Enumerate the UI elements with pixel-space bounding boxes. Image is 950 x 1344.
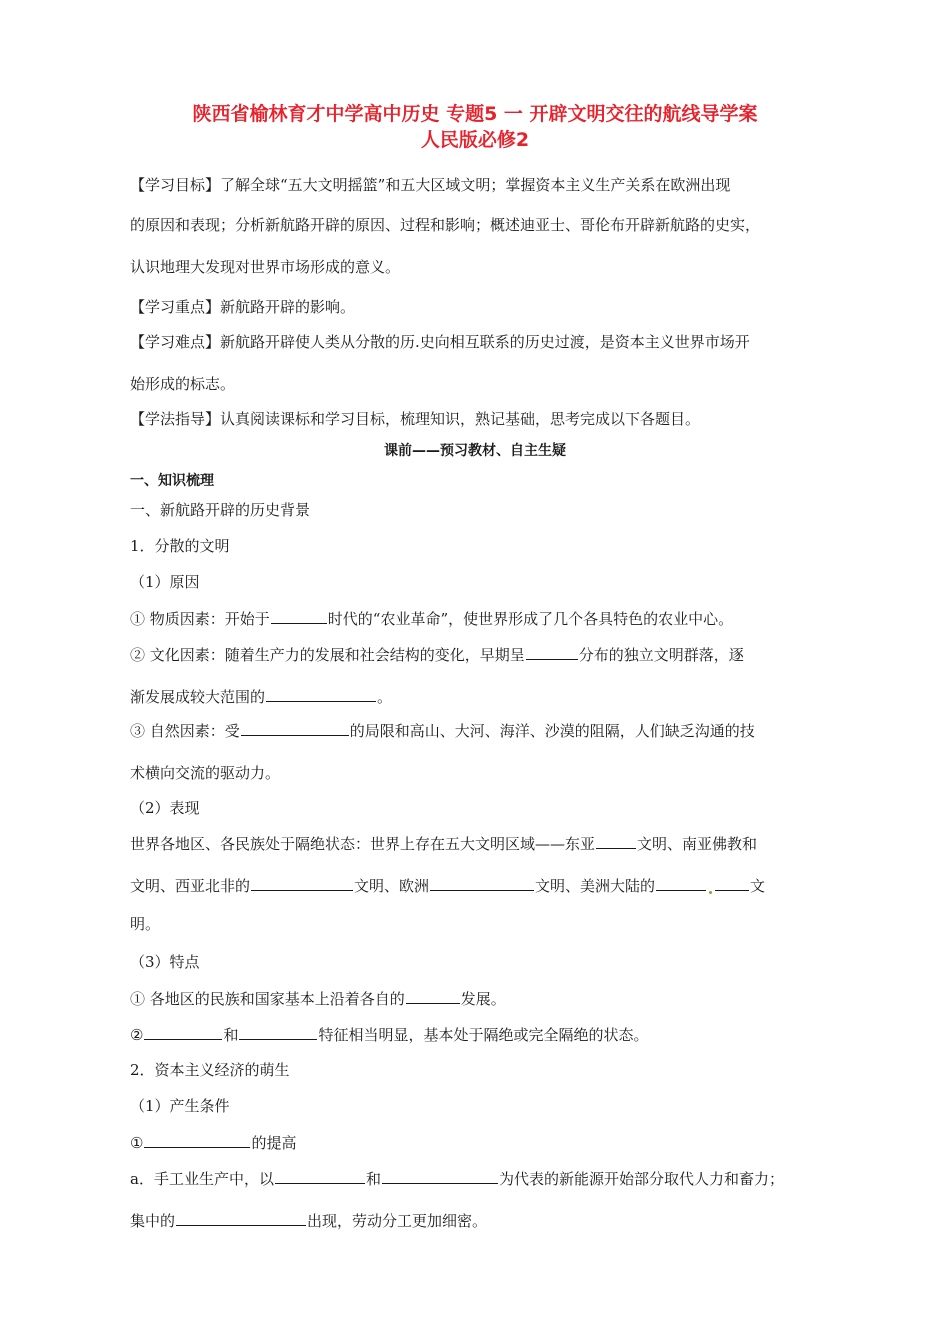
method-line: 【学法指导】认真阅读课标和学习目标，梳理知识，熟记基础，思考完成以下各题目。 — [130, 410, 701, 428]
preclass-heading: 课前——预习教材、自主生疑 — [384, 443, 566, 459]
fill-blank[interactable] — [144, 1023, 222, 1040]
cause1-line — [130, 607, 830, 630]
fill-blank[interactable] — [239, 1023, 317, 1040]
cause2-line1 — [130, 643, 830, 666]
cond-a-text-b: 和 — [365, 1170, 381, 1188]
cond-a-text-c: 为代表的新能源开始部分取代人力和畜力； — [498, 1170, 784, 1188]
fill-blank[interactable] — [656, 874, 706, 891]
feat2-line — [130, 1023, 830, 1046]
doc-title-line1: 陕西省榆林育才中学高中历史 专题5 一 开辟文明交往的航线导学案 — [192, 103, 758, 125]
feat1-line — [130, 987, 830, 1010]
cond-heading: （1）产生条件 — [130, 1097, 230, 1115]
fill-blank[interactable] — [144, 1131, 250, 1148]
cond1-line — [130, 1131, 830, 1154]
stray-dot-mark — [709, 891, 712, 894]
fill-blank[interactable] — [176, 1209, 306, 1226]
cause3-line2: 术横向交流的驱动力。 — [130, 764, 281, 782]
subsection-heading: 一、新航路开辟的历史背景 — [130, 501, 311, 519]
perf-text-b: 文明、南亚佛教和 — [637, 835, 758, 853]
cause3-line1 — [130, 719, 830, 742]
feat2-text-a: ② — [130, 1026, 144, 1044]
section1-heading: 一、知识梳理 — [130, 473, 214, 489]
fill-blank[interactable] — [430, 874, 534, 891]
perf-heading: （2）表现 — [130, 799, 200, 817]
fill-blank[interactable] — [382, 1167, 498, 1184]
goals-line3: 认识地理大发现对世界市场形成的意义。 — [130, 258, 401, 276]
doc-title-line2: 人民版必修2 — [420, 129, 530, 151]
perf-line3: 明。 — [130, 915, 161, 933]
cond1-text-b: 的提高 — [251, 1134, 297, 1152]
focus-line: 【学习重点】新航路开辟的影响。 — [130, 298, 356, 316]
cause2-text-d: 。 — [377, 688, 393, 706]
perf-text-c: 文明、西亚北非的 — [130, 877, 251, 895]
cond1-text-a: ① — [130, 1134, 144, 1152]
cause2-text-b: 分布的独立文明群落，逐 — [578, 646, 744, 664]
fill-blank[interactable] — [526, 643, 578, 660]
cond-a-text-d: 集中的 — [130, 1212, 176, 1230]
cause3-text-b: 的局限和高山、大河、海洋、沙漠的阻隔，人们缺乏沟通的技 — [349, 722, 755, 740]
fill-blank[interactable] — [275, 1167, 365, 1184]
cause2-text-c: 渐发展成较大范围的 — [130, 688, 266, 706]
fill-blank[interactable] — [596, 832, 636, 849]
perf-text-d: 文明、欧洲 — [354, 877, 430, 895]
feat1-text-a: ① 各地区的民族和国家基本上沿着各自的 — [130, 990, 405, 1008]
cond-a-line2 — [130, 1209, 830, 1232]
difficulty-line1: 【学习难点】新航路开辟使人类从分散的历.史向相互联系的历史过渡，是资本主义世界市场开 — [130, 333, 750, 351]
feat2-text-b: 和 — [223, 1026, 239, 1044]
perf-text-a: 世界各地区、各民族处于隔绝状态：世界上存在五大文明区域——东亚 — [130, 835, 596, 853]
fill-blank[interactable] — [241, 719, 349, 736]
fill-blank[interactable] — [266, 685, 376, 702]
cause2-line2 — [130, 685, 830, 708]
goals-line1: 【学习目标】了解全球“五大文明摇篮”和五大区域文明；掌握资本主义生产关系在欧洲出现 — [130, 176, 731, 194]
item1-heading: 1．分散的文明 — [130, 537, 230, 555]
cause2-text-a: ② 文化因素：随着生产力的发展和社会结构的变化，早期呈 — [130, 646, 525, 664]
fill-blank[interactable] — [715, 874, 749, 891]
difficulty-line2: 始形成的标志。 — [130, 375, 236, 393]
perf-text-f: 文 — [750, 877, 766, 895]
fill-blank[interactable] — [251, 874, 353, 891]
feat-heading: （3）特点 — [130, 953, 200, 971]
perf-text-e: 文明、美洲大陆的 — [535, 877, 656, 895]
feat2-text-c: 特征相当明显，基本处于隔绝或完全隔绝的状态。 — [318, 1026, 649, 1044]
fill-blank[interactable] — [271, 607, 327, 624]
goals-line2: 的原因和表现；分析新航路开辟的原因、过程和影响；概述迪亚士、哥伦布开辟新航路的史实， — [130, 216, 761, 234]
cause1-text-b: 时代的“农业革命”，使世界形成了几个各具特色的农业中心。 — [327, 610, 734, 628]
cond-a-line1 — [130, 1167, 830, 1190]
fill-blank[interactable] — [406, 987, 460, 1004]
feat1-text-b: 发展。 — [460, 990, 506, 1008]
cause3-text-a: ③ 自然因素：受 — [130, 722, 240, 740]
cond-a-text-e: 出现，劳动分工更加细密。 — [307, 1212, 488, 1230]
cond-a-text-a: a．手工业生产中，以 — [130, 1170, 274, 1188]
perf-line2 — [130, 874, 830, 897]
item2-heading: 2．资本主义经济的萌生 — [130, 1061, 290, 1079]
cause-heading: （1）原因 — [130, 573, 200, 591]
perf-line1 — [130, 832, 830, 855]
cause1-text-a: ① 物质因素：开始于 — [130, 610, 270, 628]
